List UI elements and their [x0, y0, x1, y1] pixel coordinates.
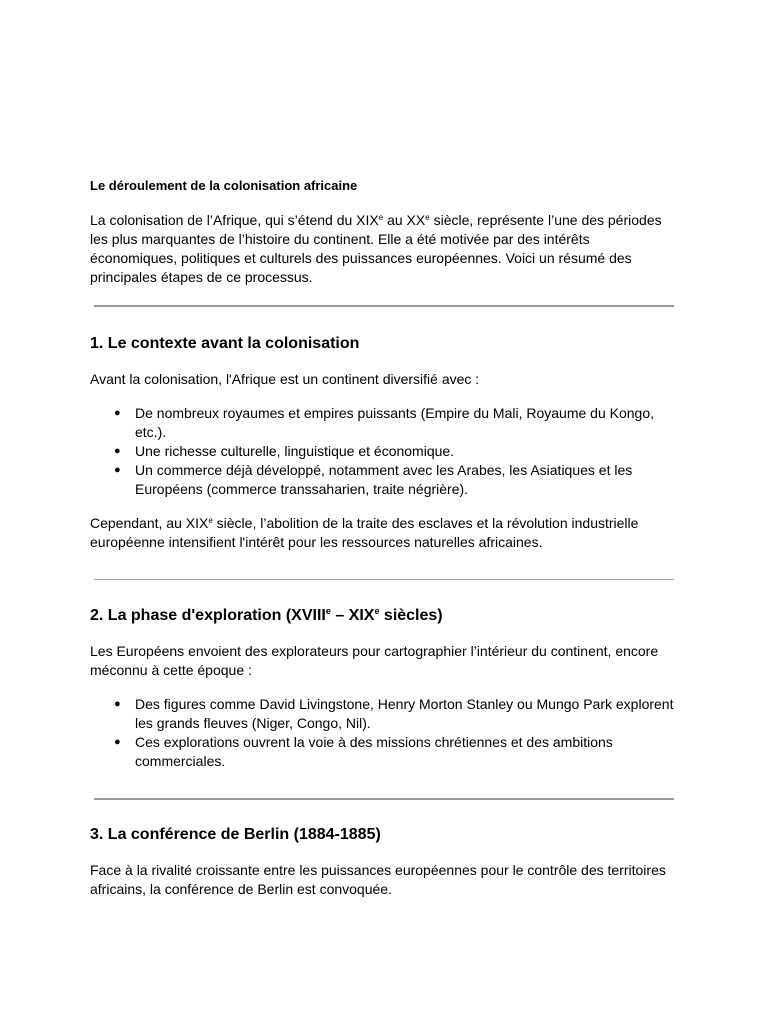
list-item: ● De nombreux royaumes et empires puissants (Empire du Mali, Royaume du Kongo, etc.). [114, 405, 655, 440]
intro-paragraph: La colonisation de l’Afrique, qui s’étend du XIXe au XXe siècle, représente l’une des périodes les plus marquantes de l’histoire du continent. Elle a été motivée par des intérêts économiques, politiques et culturels des puissances européennes. Voici un résumé des principales étapes de ce processus. [90, 212, 662, 285]
bullet-icon: ● [114, 407, 121, 419]
section-heading-1: 1. Le contexte avant la colonisation [90, 335, 360, 352]
section-heading-2: 2. La phase d'exploration (XVIIIe – XIXe siècles) [90, 606, 443, 624]
list-item: ● Un commerce déjà développé, notamment avec les Arabes, les Asiatiques et les Européens (commerce transsaharien, traite négrière). [114, 462, 633, 497]
bullet-icon: ● [114, 698, 121, 710]
section-2-paragraph: Les Européens envoient des explorateurs pour cartographier l’intérieur du continent, encore méconnu à cette époque : [90, 643, 659, 678]
bullet-icon: ● [114, 736, 121, 748]
section-2-bullet-list [90, 695, 680, 771]
section-1-closing-paragraph: Cependant, au XIXe siècle, l’abolition de la traite des esclaves et la révolution industrielle européenne intensifient l'intérêt pour les ressources naturelles africaines. [90, 515, 639, 550]
section-1-paragraph: Avant la colonisation, l'Afrique est un continent diversifié avec : [90, 371, 480, 387]
ordinal-superscript: e [374, 606, 380, 616]
ordinal-superscript: e [425, 213, 430, 222]
list-item: ● Des figures comme David Livingstone, Henry Morton Stanley ou Mungo Park explorent les grands fleuves (Niger, Congo, Nil). [114, 696, 674, 731]
section-1-bullet-list [90, 404, 680, 499]
ordinal-superscript: e [378, 213, 384, 222]
document-page [90, 177, 680, 899]
section-heading-3: 3. La conférence de Berlin (1884-1885) [90, 826, 381, 843]
ordinal-superscript: e [325, 606, 331, 616]
bullet-icon: ● [114, 445, 121, 457]
section-divider [94, 798, 674, 800]
ordinal-superscript: e [208, 516, 213, 525]
bullet-icon: ● [114, 464, 121, 476]
section-divider [94, 579, 674, 580]
section-divider [94, 305, 674, 307]
section-3-paragraph: Face à la rivalité croissante entre les puissances européennes pour le contrôle des territoires africains, la conférence de Berlin est convoquée. [90, 862, 666, 897]
list-item: ● Ces explorations ouvrent la voie à des missions chrétiennes et des ambitions commerciales. [114, 734, 613, 769]
document-title: Le déroulement de la colonisation africaine [90, 178, 358, 193]
list-item: ● Une richesse culturelle, linguistique et économique. [114, 443, 455, 459]
